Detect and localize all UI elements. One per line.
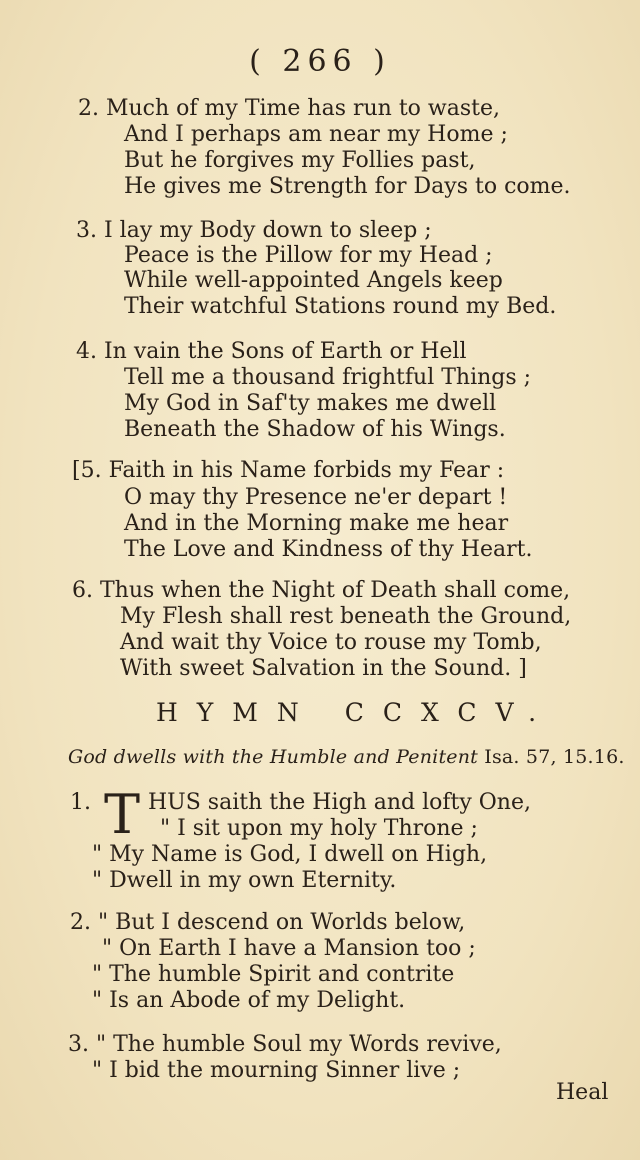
catchword: Heal xyxy=(556,1080,609,1105)
stanza-line: " My Name is God, I dwell on High, xyxy=(92,842,488,867)
stanza-line: 3. I lay my Body down to sleep ; xyxy=(76,218,432,243)
drop-cap: T xyxy=(104,783,141,846)
stanza-line: 2. " But I descend on Worlds below, xyxy=(70,910,466,935)
stanza-line: " I sit upon my holy Throne ; xyxy=(160,816,478,841)
stanza-line: " Dwell in my own Eternity. xyxy=(92,868,397,893)
hymn-title: HYMN CCXCV. xyxy=(156,698,556,727)
stanza-line: Their watchful Stations round my Bed. xyxy=(124,294,557,319)
stanza-line: He gives me Strength for Days to come. xyxy=(124,174,571,199)
stanza-line: Beneath the Shadow of his Wings. xyxy=(124,417,506,442)
stanza-line: And in the Morning make me hear xyxy=(124,511,509,536)
stanza-line: 2. Much of my Time has run to waste, xyxy=(78,96,500,121)
hymn-subtitle-text: God dwells with the Humble and Penitent xyxy=(68,746,478,768)
stanza-line: 6. Thus when the Night of Death shall come, xyxy=(72,578,571,603)
stanza-line: [5. Faith in his Name forbids my Fear : xyxy=(72,458,505,483)
stanza-line: My God in Saf'ty makes me dwell xyxy=(124,391,497,416)
stanza-line: " Is an Abode of my Delight. xyxy=(92,988,406,1013)
stanza-line: 3. " The humble Soul my Words revive, xyxy=(68,1032,502,1057)
page-number: ( 266 ) xyxy=(249,44,391,79)
stanza-line: And wait thy Voice to rouse my Tomb, xyxy=(120,630,542,655)
stanza-line: Tell me a thousand frightful Things ; xyxy=(124,365,532,390)
stanza-line: Peace is the Pillow for my Head ; xyxy=(124,243,493,268)
stanza-line: With sweet Salvation in the Sound. ] xyxy=(120,656,527,681)
stanza-line: " On Earth I have a Mansion too ; xyxy=(102,936,476,961)
stanza-line: " I bid the mourning Sinner live ; xyxy=(92,1058,461,1083)
stanza-line: O may thy Presence ne'er depart ! xyxy=(124,485,508,510)
stanza-line: But he forgives my Follies past, xyxy=(124,148,476,173)
stanza-line: And I perhaps am near my Home ; xyxy=(124,122,508,147)
stanza-line: 4. In vain the Sons of Earth or Hell xyxy=(76,339,467,364)
stanza-line: HUS saith the High and lofty One, xyxy=(148,790,531,815)
hymn-subtitle xyxy=(68,746,625,768)
scripture-reference: Isa. 57, 15.16. xyxy=(484,746,625,768)
stanza-line: While well-appointed Angels keep xyxy=(124,268,503,293)
stanza-line: The Love and Kindness of thy Heart. xyxy=(124,537,533,562)
stanza-line: " The humble Spirit and contrite xyxy=(92,962,455,987)
stanza-line: My Flesh shall rest beneath the Ground, xyxy=(120,604,572,629)
stanza-number: 1. xyxy=(70,790,91,815)
